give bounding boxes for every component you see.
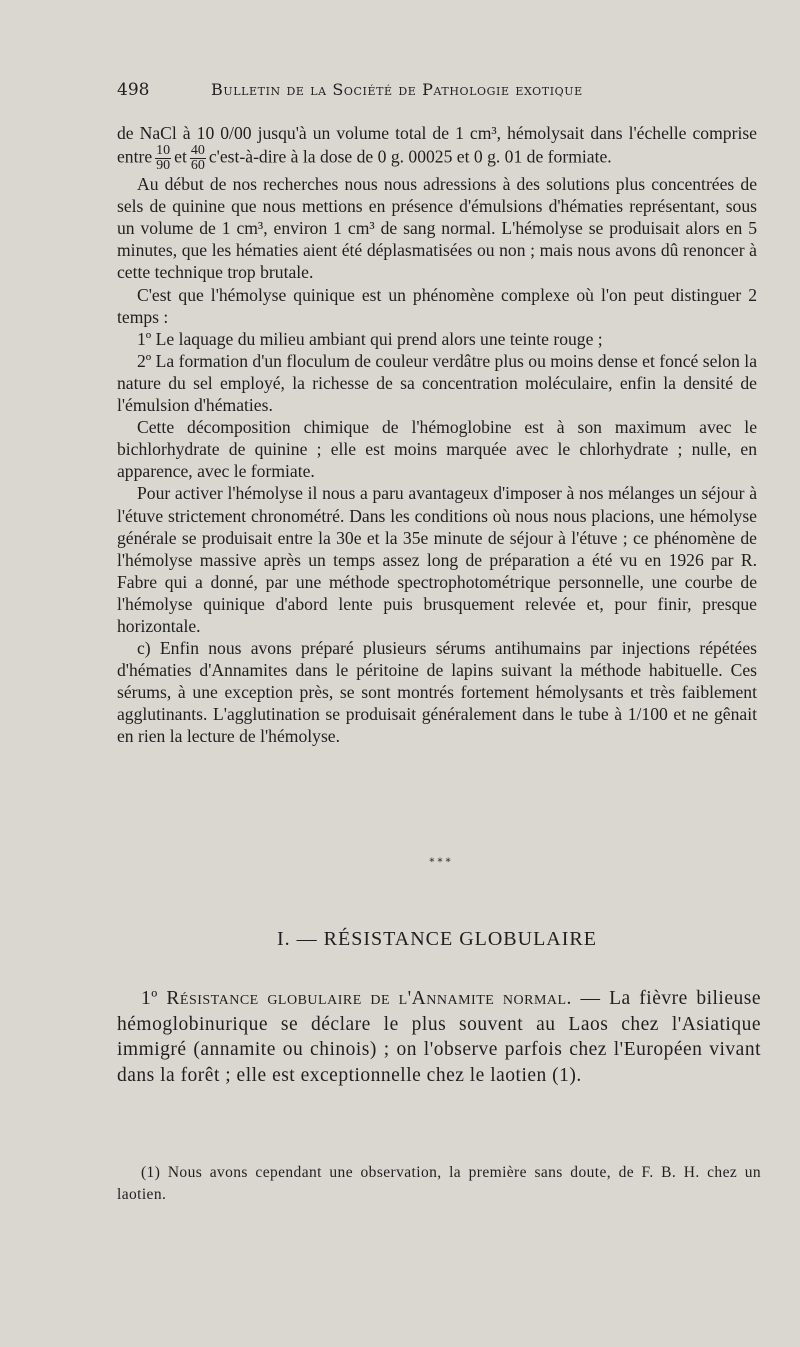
section-title: I. — RÉSISTANCE GLOBULAIRE <box>277 928 597 950</box>
section-subheading: 1º Résistance globulaire de l'Annamite normal. <box>141 988 572 1009</box>
paragraph-1-start: de NaCl à 10 0/00 jusqu'à un volume total de 1 cm³, hémolysait dans l'échelle comprise entre <box>117 123 757 167</box>
fraction-40-60 <box>190 144 206 173</box>
footnote: (1) Nous avons cependant une observation, la première sans doute, de F. B. H. chez un laotien. <box>117 1164 761 1203</box>
paragraph-5: 2º La formation d'un floculum de couleur verdâtre plus ou moins dense et foncé selon la nature du sel employé, la richesse de sa concentration moléculaire, enfin la densité de l'émulsion d'hématies. <box>117 350 757 416</box>
paragraph-1 <box>117 122 757 173</box>
running-header <box>117 80 757 104</box>
fraction-numerator: 40 <box>190 143 205 159</box>
paragraph-6: Cette décomposition chimique de l'hémoglobine est à son maximum avec le bichlorhydrate de quinine ; elle est moins marquée avec le chlorhydrate ; nulle, en apparence, avec le formiate. <box>117 417 757 482</box>
page-number: 498 <box>117 80 150 100</box>
section-separator: * * * <box>429 857 451 868</box>
fraction-denominator: 90 <box>156 158 171 174</box>
fraction-10-90 <box>155 144 171 173</box>
body-text <box>117 122 757 748</box>
fraction-numerator: 10 <box>156 143 171 159</box>
journal-title: Bulletin de la Société de Pathologie exotique <box>211 80 583 99</box>
paragraph-3: C'est que l'hémolyse quinique est un phénomène complexe où l'on peut distinguer 2 temps : <box>117 284 757 327</box>
section-paragraph <box>117 986 761 1088</box>
paragraph-7: Pour activer l'hémolyse il nous a paru avantageux d'imposer à nos mélanges un séjour à l'étuve strictement chronométré. Dans les conditions où nous nous placions, une hémolyse générale se produisait entre la 30e et la 35e minute de séjour à l'étuve ; ce phénomène de l'hémolyse massive après un temps assez long de préparation a été vu en 1926 par R. Fabre qui a donné, par une méthode spectrophotométrique personnelle, une courbe de l'hémolyse quinique d'abord lente puis brusquement relevée et, pour finir, presque horizontale. <box>117 483 757 636</box>
section-text: — La fièvre bilieuse hémoglobinurique se déclare le plus souvent au Laos chez l'Asiatique immigré (annamite ou chinois) ; on l'observe parfois chez l'Européen vivant dans la forêt ; elle est exceptionnelle chez le laotien (1). <box>117 988 761 1086</box>
fraction-denominator: 60 <box>190 158 205 174</box>
paragraph-1-end: c'est-à-dire à la dose de 0 g. 00025 et 0 g. 01 de formiate. <box>208 146 612 167</box>
paragraph-4: 1º Le laquage du milieu ambiant qui prend alors une teinte rouge ; <box>137 328 603 349</box>
paragraph-8: c) Enfin nous avons préparé plusieurs sérums antihumains par injections répétées d'hématies d'Annamites dans le péritoine de lapins suivant la méthode habituelle. Ces sérums, à une exception près, se sont montrés fortement hémolysants et très faiblement agglutinants. L'agglutination se produisait généralement dans le tube à 1/100 et ne gênait en rien la lecture de l'hémolyse. <box>117 638 757 747</box>
paragraph-2: Au début de nos recherches nous nous adressions à des solutions plus concentrées de sels de quinine que nous mettions en présence d'émulsions d'hématies représentant, sous un volume de 1 cm³, environ 1 cm³ de sang normal. L'hémolyse se produisait alors en 5 minutes, que les hématies aient été déplasmatisées ou non ; mais nous avons dû renoncer à cette technique trop brutale. <box>117 174 757 283</box>
paragraph-1-mid: et <box>174 146 187 167</box>
